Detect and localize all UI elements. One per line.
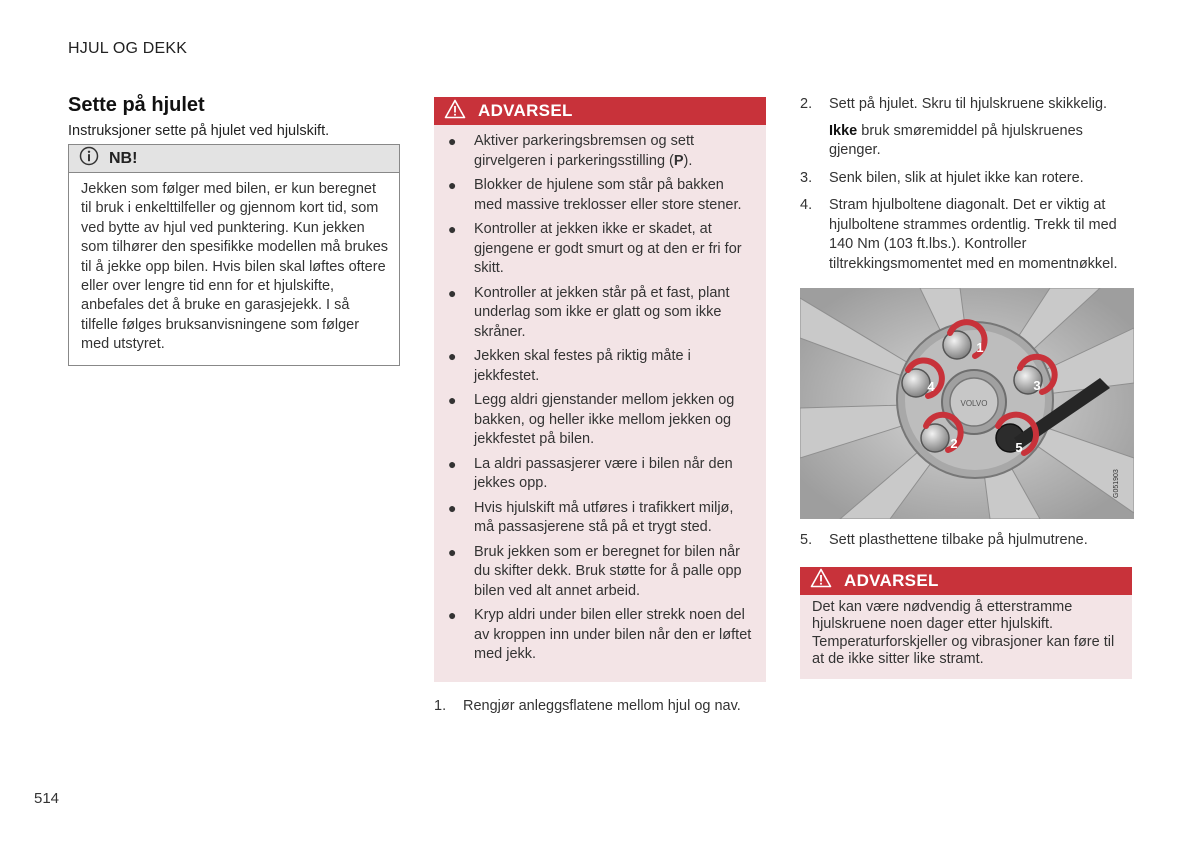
column-left: [68, 92, 400, 366]
step-number: 1.: [434, 697, 447, 714]
warning-box: [434, 97, 766, 682]
step-5: [800, 531, 1132, 551]
column-right: [800, 95, 1132, 679]
step-number: 2.: [800, 96, 813, 112]
svg-text:5: 5: [1015, 440, 1023, 455]
step-4: [800, 196, 1132, 274]
warning-title: ADVARSEL: [478, 101, 573, 120]
list-item: ● Blokker de hjulene som står på bakken med massive treklosser eller store stener.: [448, 177, 742, 213]
list-item: ● Aktiver parkeringsbremsen og sett girvelgeren i parkeringsstilling (P).: [448, 133, 695, 169]
svg-text:4: 4: [927, 379, 935, 394]
list-item: ● Kontroller at jekken ikke er skadet, at gjengene er godt smurt og at den er fri for skitt.: [448, 221, 742, 276]
step-text: Sett på hjulet. Skru til hjulskruene skikkelig.: [829, 96, 1108, 112]
bullet: ●: [448, 607, 457, 623]
nb-note-text: Jekken som følger med bilen, er kun beregnet til bruk i enkelttilfeller og gjennom kort tid, som ved bytte av hjul ved punktering. Kun jekken som tilhører den spesifikke modellen må brukes til å jekke opp bilen. Hvis bilen skal løftes oftere eller over lengre tid enn for et hjulskifte, anbefales det å bruke en garasjejekk. I så tilfelle følges bruksanvisningene som følger med utstyret.: [81, 181, 389, 353]
warning-header: [800, 567, 1132, 595]
nb-note-title: NB!: [109, 149, 138, 167]
list-item: ● Kontroller at jekken står på et fast, plant underlag som ikke er glatt og som ikke skråner.: [448, 284, 730, 340]
step-1: [434, 697, 766, 717]
svg-text:1: 1: [976, 340, 984, 355]
step-text: Stram hjulboltene diagonalt. Det er viktig at hjulboltene strammes ordentlig. Trekk til med 140 Nm (103 ft.lbs.). Kontroller tiltrekkingsmomentet med en momentnøkkel.: [829, 197, 1118, 272]
step-text: Senk bilen, slik at hjulet ikke kan rotere.: [829, 169, 1084, 186]
step-text: Rengjør anleggsflatene mellom hjul og nav.: [463, 697, 741, 714]
section-intro: Instruksjoner sette på hjulet ved hjulskift.: [68, 123, 330, 139]
bullet: ●: [448, 392, 457, 408]
bullet: ●: [448, 499, 457, 516]
bullet: ●: [448, 543, 457, 560]
running-header: HJUL OG DEKK: [68, 40, 188, 57]
list-item: ● Kryp aldri under bilen eller strekk noen del av kroppen inn under bilen når den er løftet med jekk.: [448, 607, 752, 662]
warning-triangle-icon: [810, 568, 832, 593]
bullet: ●: [448, 133, 457, 149]
step-3: [800, 169, 1132, 189]
step-2: [800, 95, 1132, 115]
info-icon: [79, 146, 99, 171]
step-number: 3.: [800, 169, 813, 186]
svg-text:3: 3: [1033, 378, 1041, 393]
nb-note-box: [68, 144, 400, 366]
note-emphasis: Ikke: [829, 122, 858, 139]
warning-text: Det kan være nødvendig å etterstramme hjulskruene noen dager etter hjulskift. Temperaturforskjeller og vibrasjoner kan føre til at de ikke sitter like stramt.: [812, 598, 1115, 667]
warning-title: ADVARSEL: [844, 570, 939, 590]
column-middle: [434, 97, 766, 724]
bullet: ●: [448, 177, 457, 193]
nb-note-header: [69, 145, 399, 173]
image-code: G051903: [1113, 469, 1120, 498]
step-2-note: Ikke bruk smøremiddel på hjulskruenes gjenger.: [829, 122, 1083, 158]
warning-box-2: [800, 567, 1132, 679]
wheel-bolt-tightening-illustration: [800, 288, 1134, 519]
list-item: ● Jekken skal festes på riktig måte i jekkfestet.: [448, 348, 691, 384]
list-item: ● Hvis hjulskift må utføres i trafikkert miljø, må passasjerene stå på et trygt sted.: [448, 499, 734, 535]
list-item: ● Legg aldri gjenstander mellom jekken og bakken, og heller ikke mellom jekken og jekkfestet på bilen.: [448, 392, 735, 447]
step-number: 5.: [800, 532, 813, 548]
page-number: 514: [34, 790, 60, 807]
bullet: ●: [448, 221, 457, 237]
warning-header: [434, 97, 766, 125]
section-title: Sette på hjulet: [68, 94, 205, 116]
svg-text:2: 2: [950, 436, 958, 451]
bullet: ●: [448, 455, 457, 472]
list-item: ● La aldri passasjerer være i bilen når den jekkes opp.: [448, 455, 733, 491]
warning-triangle-icon: [444, 99, 466, 124]
step-text: Sett plasthettene tilbake på hjulmutrene.: [829, 532, 1088, 548]
hub-brand-logo: VOLVO: [960, 399, 988, 408]
list-item: ● Bruk jekken som er beregnet for bilen når du skifter dekk. Bruk støtte for å palle opp bilen ved alt annet arbeid.: [448, 543, 742, 599]
bullet: ●: [448, 284, 457, 301]
step-number: 4.: [800, 197, 813, 213]
bullet: ●: [448, 348, 457, 364]
warning-list: [434, 125, 766, 682]
